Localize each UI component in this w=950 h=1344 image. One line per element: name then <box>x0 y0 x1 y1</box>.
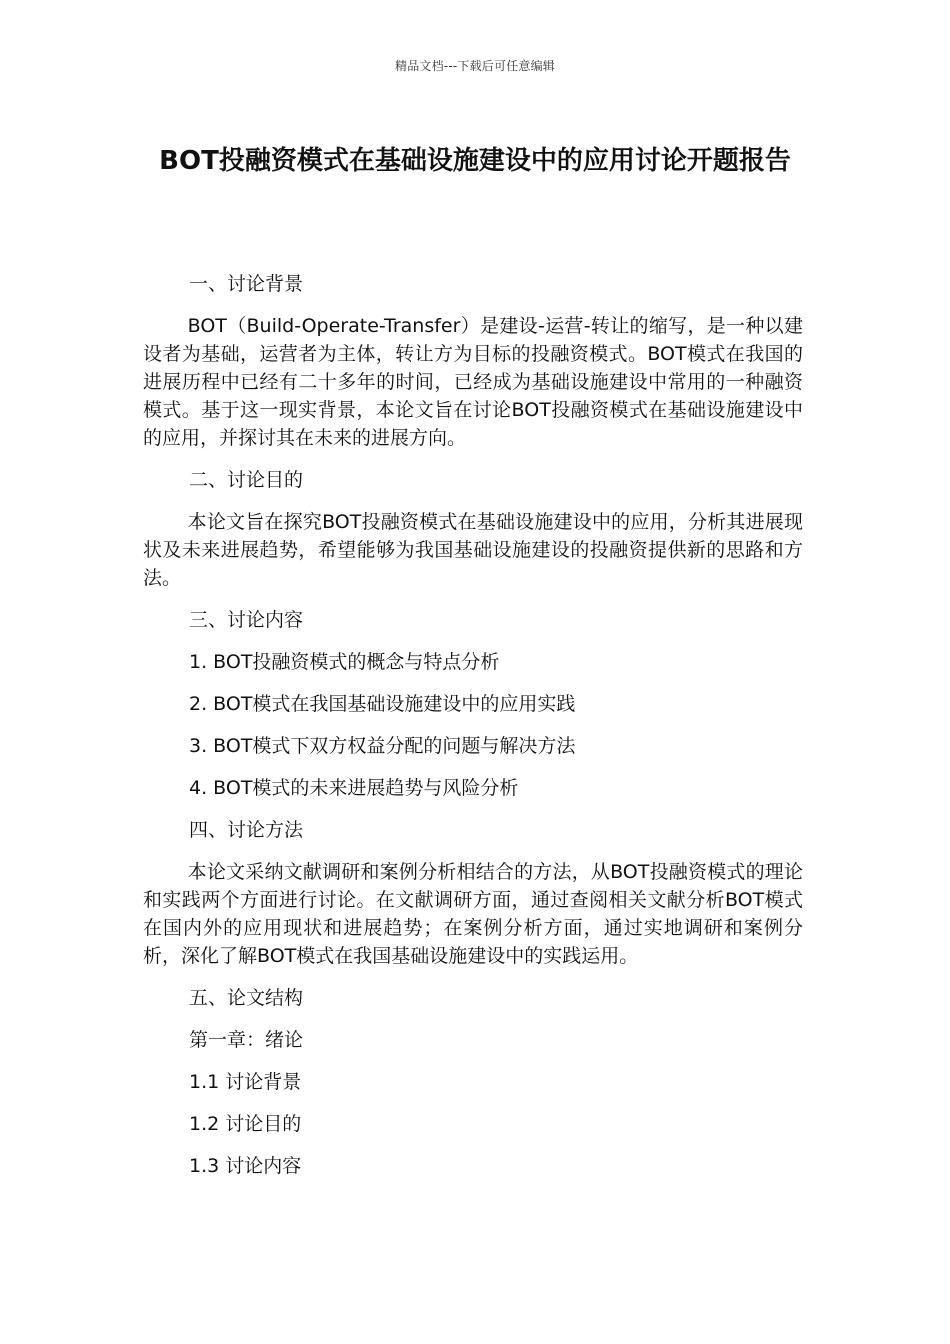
section-heading-content: 三、讨论内容 <box>189 609 304 631</box>
document-title: BOT投融资模式在基础设施建设中的应用讨论开题报告 <box>159 146 791 176</box>
content-list-item: 2. BOT模式在我国基础设施建设中的应用实践 <box>189 693 576 715</box>
structure-list-item: 1.1 讨论背景 <box>189 1071 302 1093</box>
paragraph-purpose: 本论文旨在探究BOT投融资模式在基础设施建设中的应用，分析其进展现状及未来进展趋势，希望能够为我国基础设施建设的投融资提供新的思路和方法。 <box>143 511 803 589</box>
document-body <box>143 270 803 1194</box>
paragraph-method: 本论文采纳文献调研和案例分析相结合的方法，从BOT投融资模式的理论和实践两个方面进行讨论。在文献调研方面，通过查阅相关文献分析BOT模式在国内外的应用现状和进展趋势；在案例分析方面，通过实地调研和案例分析，深化了解BOT模式在我国基础设施建设中的实践运用。 <box>143 861 803 967</box>
section-heading-structure: 五、论文结构 <box>189 987 304 1009</box>
section-heading-method: 四、讨论方法 <box>189 819 304 841</box>
section-heading-purpose: 二、讨论目的 <box>189 469 304 491</box>
content-list-item: 4. BOT模式的未来进展趋势与风险分析 <box>189 777 519 799</box>
section-heading-background: 一、讨论背景 <box>189 273 304 295</box>
structure-list-item: 1.3 讨论内容 <box>189 1155 302 1177</box>
content-list-item: 3. BOT模式下双方权益分配的问题与解决方法 <box>189 735 576 757</box>
structure-list-item: 第一章：绪论 <box>189 1029 304 1051</box>
header-note: 精品文档---下载后可任意编辑 <box>395 59 555 73</box>
paragraph-background: BOT（Build-Operate-Transfer）是建设-运营-转让的缩写，是一种以建设者为基础，运营者为主体，转让方为目标的投融资模式。BOT模式在我国的进展历程中已经有二十多年的时间，已经成为基础设施建设中常用的一种融资模式。基于这一现实背景，本论文旨在讨论BOT投融资模式在基础设施建设中的应用，并探讨其在未来的进展方向。 <box>143 315 803 449</box>
structure-list-item: 1.2 讨论目的 <box>189 1113 302 1135</box>
content-list-item: 1. BOT投融资模式的概念与特点分析 <box>189 651 500 673</box>
